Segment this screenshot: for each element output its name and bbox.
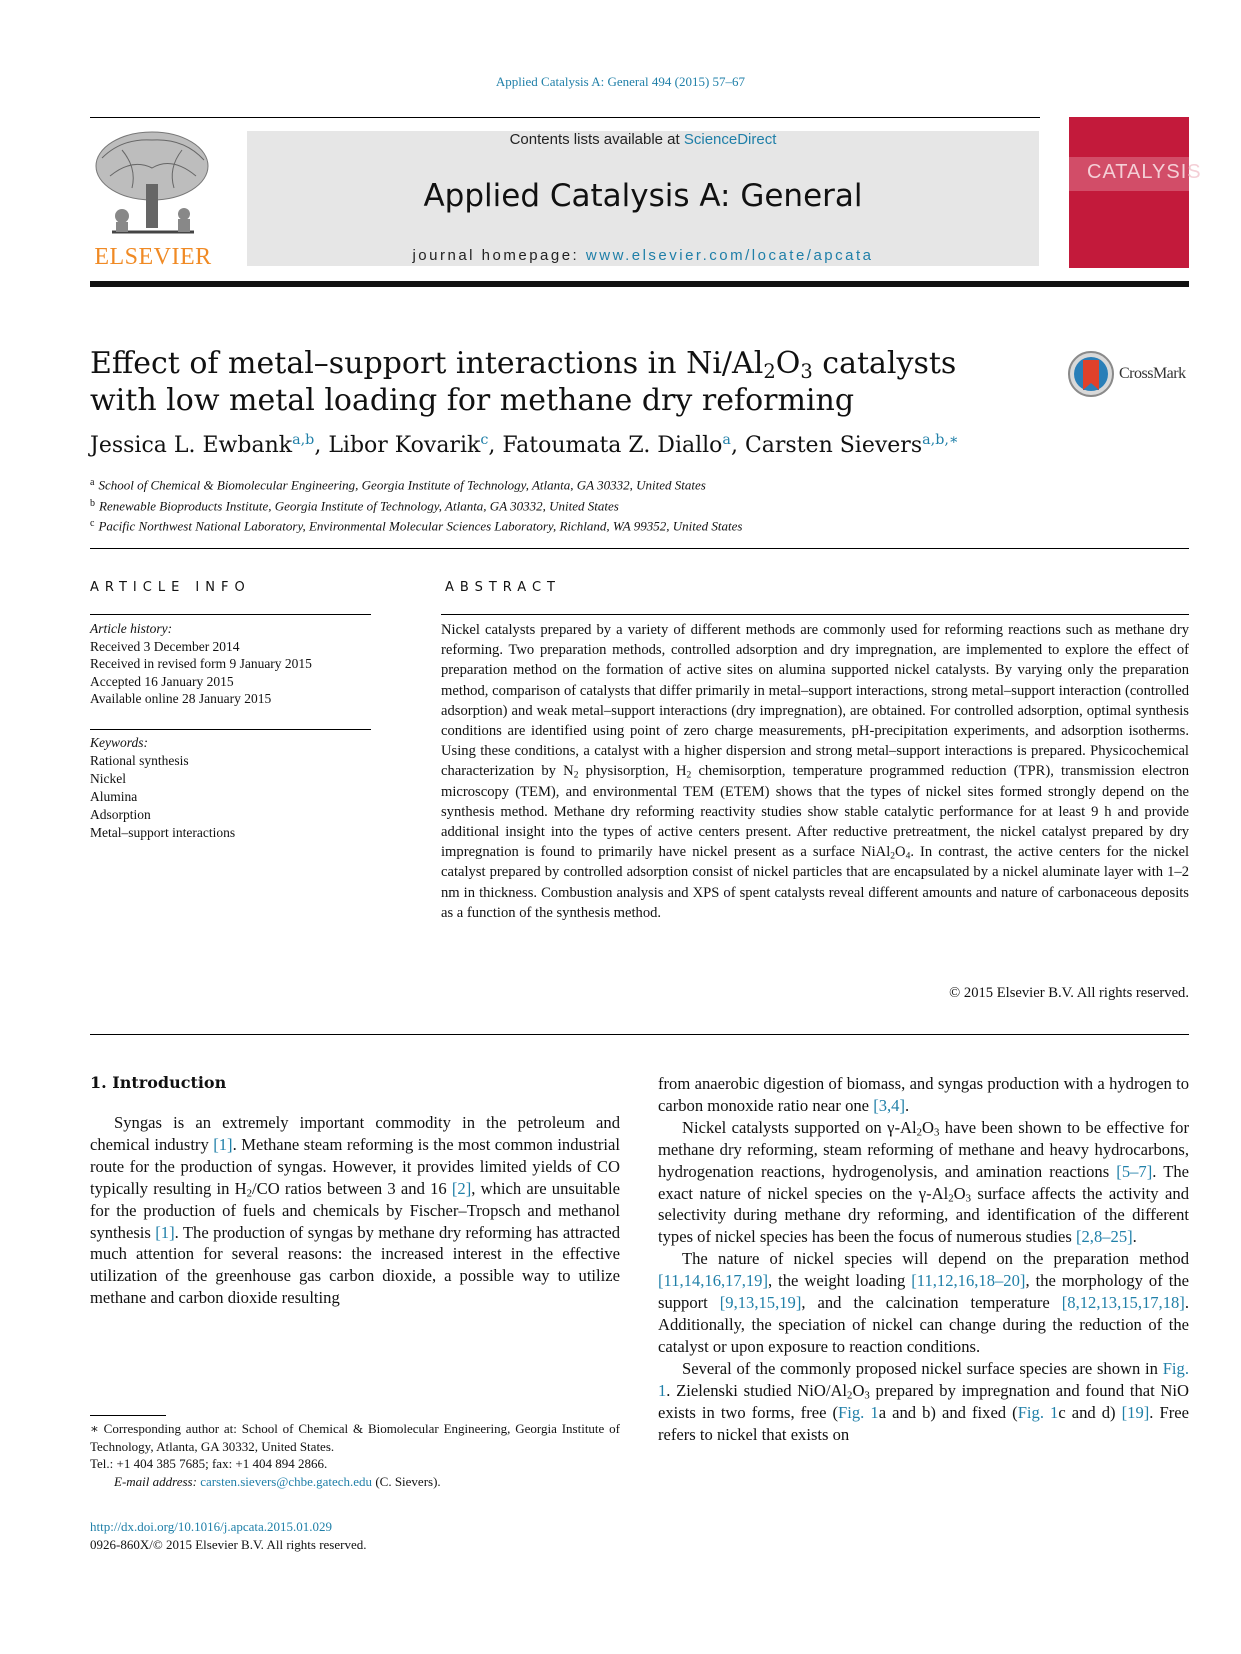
abstract-rule [441, 614, 1189, 615]
title-sub-1: 2 [763, 359, 776, 383]
author-name[interactable]: Jessica L. Ewbank [90, 433, 293, 458]
text-seg: , the morphology of the support [658, 1271, 1189, 1313]
author-list [90, 433, 1090, 458]
text-seg: . The production of syngas by methane dry reforming has attracted much attention for several reasons: the increased interest in the effective utilization of the greenhouse gas carbon dioxide, a possible way to utilize methane and carbon dioxide resulting [90, 1222, 620, 1308]
text-sub: 3 [965, 1192, 971, 1205]
intro-paragraph [658, 1358, 1189, 1446]
author-name[interactable]: Libor Kovarik [328, 433, 481, 458]
email-suffix: (C. Sievers). [372, 1473, 441, 1489]
issn-line: 0926-860X/© 2015 Elsevier B.V. All rights reserved. [90, 1536, 367, 1552]
header-thick-rule [90, 281, 1189, 287]
abstract-seg: physisorption, H [578, 763, 687, 780]
reference-link[interactable]: [1] [155, 1222, 175, 1242]
crossmark-badge[interactable] [1067, 350, 1192, 400]
intro-paragraph [90, 1112, 620, 1309]
text-seg: /CO ratios between 3 and 16 [252, 1178, 452, 1198]
affiliation-mark: b [90, 497, 95, 509]
header-rule [90, 117, 1040, 118]
author-separator: , [488, 433, 503, 458]
section-heading-introduction: 1. Introduction [90, 1073, 227, 1092]
reference-link[interactable]: [1] [213, 1134, 233, 1154]
text-seg: . Methane steam reforming is the most common industrial route for the production of syngas. However, it provides limited yields of CO typically resulting in H [90, 1134, 621, 1198]
author-separator: , [314, 433, 329, 458]
reference-link[interactable]: [11,14,16,17,19] [658, 1271, 768, 1291]
footnote-email-line [90, 1473, 620, 1491]
abstract-bottom-rule [90, 1034, 1189, 1035]
reference-link[interactable]: [2] [451, 1178, 472, 1198]
elsevier-wordmark: ELSEVIER [94, 244, 212, 270]
text-seg: , which are unsuitable for the production of fuels and chemicals by Fischer–Tropsch and methanol synthesis [90, 1178, 620, 1242]
contents-prefix: Contents lists available at [509, 131, 684, 148]
affiliation-text: Renewable Bioproducts Institute, Georgia Institute of Technology, Atlanta, GA 30332, United States [99, 498, 619, 513]
text-seg: O [953, 1183, 966, 1203]
text-seg: prepared by impregnation and found that NiO exists in two forms, free ( [658, 1380, 1190, 1422]
abstract-seg: . In contrast, the active centers for the nickel catalyst prepared by controlled adsorption consist of nickel particles that are encapsulated by a nickel aluminate layer with 1–2 nm in thickness. Combustion analysis and XPS of spent catalysts reveal different amounts and nature of carbonaceous deposits as a function of the synthesis method. [441, 844, 1189, 921]
affiliation-mark: c [90, 518, 95, 529]
article-info-heading: ARTICLE INFO [90, 580, 251, 595]
sciencedirect-link[interactable]: ScienceDirect [683, 131, 777, 148]
body-column-right [658, 1073, 1189, 1445]
title-text-2: O [775, 346, 801, 381]
keyword-item: Nickel [90, 771, 126, 786]
figure-link[interactable]: Fig. 1 [838, 1402, 879, 1422]
text-seg: a and b) and fixed ( [878, 1402, 1018, 1422]
keyword-item: Metal–support interactions [90, 825, 236, 840]
text-seg: Several of the commonly proposed nickel surface species are shown in [682, 1358, 1163, 1378]
abstract-seg: O [895, 844, 906, 861]
affiliation-rule [90, 548, 1189, 549]
affiliation-item [90, 474, 1090, 495]
reference-link[interactable]: [5–7] [1116, 1161, 1153, 1181]
crossmark-label: CrossMark [1119, 365, 1186, 382]
author-affiliation-mark[interactable]: c [480, 432, 489, 449]
keyword-item: Alumina [90, 789, 138, 804]
intro-paragraph [658, 1117, 1189, 1248]
journal-citation[interactable]: Applied Catalysis A: General 494 (2015) 57–67 [495, 74, 746, 89]
text-sub: 3 [933, 1126, 940, 1139]
footnote-line: ∗ Corresponding author at: School of Chemical & Biomolecular Engineering, Georgia Institute of Technology, Atlanta, GA 30332, United States. [90, 1421, 620, 1454]
text-seg: , and the calcination temperature [801, 1293, 1062, 1313]
author-affiliation-mark[interactable]: a [722, 432, 731, 449]
author-affiliation-mark[interactable]: a,b [292, 432, 315, 449]
keywords-rule [90, 729, 371, 730]
affiliation-text: Pacific Northwest National Laboratory, Environmental Molecular Sciences Laboratory, Richland, WA 99352, United States [98, 518, 743, 534]
article-title [90, 345, 1010, 419]
abstract-sub: 2 [573, 770, 579, 781]
reference-link[interactable]: [2,8–25] [1075, 1227, 1133, 1247]
text-seg: O [852, 1380, 865, 1400]
abstract-heading: ABSTRACT [445, 580, 561, 595]
text-seg: The nature of nickel species will depend on the preparation method [682, 1249, 1189, 1269]
cover-title: CATALYSIS [1087, 161, 1202, 183]
homepage-prefix: journal homepage: [412, 247, 586, 264]
history-item: Received 3 December 2014 [90, 638, 240, 654]
reference-link[interactable]: [11,12,16,18–20] [911, 1271, 1026, 1291]
journal-header-box [247, 131, 1039, 266]
text-seg: . Additionally, the speciation of nickel can change during the reduction of the catalyst or upon exposure to reaction conditions. [658, 1293, 1189, 1356]
text-seg: . Zielenski studied NiO/Al [666, 1380, 848, 1400]
reference-link[interactable]: [3,4] [873, 1095, 905, 1115]
text-seg: O [921, 1117, 934, 1137]
doi-block [90, 1518, 620, 1553]
reference-link[interactable]: [19] [1121, 1402, 1150, 1422]
footnote-line: Tel.: +1 404 385 7685; fax: +1 404 894 2866. [90, 1456, 328, 1471]
intro-paragraph [658, 1073, 1189, 1117]
title-text-3: catalysts with low metal loading for methane dry reforming [90, 346, 957, 418]
text-seg: Nickel catalysts supported on γ-Al [682, 1117, 917, 1137]
journal-title: Applied Catalysis A: General [423, 178, 863, 214]
abstract-sub: 4 [905, 851, 911, 862]
text-seg: . [1132, 1227, 1137, 1247]
elsevier-tree-icon [92, 128, 214, 240]
abstract-sub: 2 [890, 851, 896, 862]
doi-link[interactable]: http://dx.doi.org/10.1016/j.apcata.2015.01.029 [90, 1519, 333, 1534]
journal-cover-image[interactable] [1069, 117, 1202, 268]
text-sub: 3 [864, 1389, 870, 1402]
history-item: Available online 28 January 2015 [90, 691, 272, 706]
abstract-seg: chemisorption, temperature programmed reduction (TPR), transmission electron microscopy (TEM), and environmental TEM (ETEM) shows that the types of nickel sites formed strongly depend on the synthesis method. Methane dry reforming reactivity studies show stable catalytic performance for at least 9 h and provide additional insight into the types of active centers present. After reductive pretreatment, the nickel catalyst prepared by dry impregnation is found to primarily have nickel present as a surface NiAl [441, 763, 1190, 861]
text-sub: 2 [847, 1389, 853, 1402]
text-seg: . [904, 1095, 910, 1115]
affiliation-item [90, 495, 1090, 516]
reference-link[interactable]: [9,13,15,19] [719, 1293, 802, 1313]
abstract-sub: 2 [686, 770, 692, 781]
text-seg: , the weight loading [768, 1271, 912, 1291]
author-name[interactable]: Carsten Sievers [744, 433, 923, 458]
author-separator: , [730, 433, 745, 458]
email-label: E-mail address: [114, 1473, 201, 1489]
text-seg: Syngas is an extremely important commodity in the petroleum and chemical industry [90, 1113, 620, 1154]
corresponding-author-footnote [90, 1420, 620, 1490]
abstract-seg: Nickel catalysts prepared by a variety of different methods are commonly used for reforming reactions such as methane dry reforming. Two preparation methods, controlled adsorption and dry impregnation, are implemented to explore the effect of preparation method on the formation of active sites on alumina supported nickel catalysts. By varying only the preparation method, comparison of catalysts that differ primarily in metal–support interactions, strong metal–support interaction (controlled adsorption) and weak metal–support interactions (dry impregnation), are obtained. For controlled adsorption, optimal synthesis conditions are identified using point of zero charge measurements, pH-precipitation experiments, and adsorption isotherms. Using these conditions, a catalyst with a higher dispersion and strong metal–support interactions is prepared. Physicochemical characterization by N [441, 622, 1189, 780]
affiliation-text: School of Chemical & Biomolecular Engineering, Georgia Institute of Technology, Atlanta, GA 30332, United States [98, 477, 706, 493]
history-label: Article history: [90, 621, 173, 636]
abstract-copyright: © 2015 Elsevier B.V. All rights reserved. [949, 985, 1189, 1001]
text-seg: c and d) [1058, 1402, 1122, 1422]
title-text-1: Effect of metal–support interactions in Ni/Al [90, 346, 764, 381]
body-column-left [90, 1112, 620, 1309]
author-name[interactable]: Fatoumata Z. Diallo [502, 433, 723, 458]
history-item: Accepted 16 January 2015 [90, 673, 234, 689]
author-affiliation-mark[interactable]: a,b,∗ [922, 432, 959, 449]
email-link[interactable]: carsten.sievers@chbe.gatech.edu [200, 1473, 373, 1489]
crossmark-icon [1067, 350, 1115, 398]
article-history [90, 620, 380, 708]
keyword-item: Adsorption [90, 807, 151, 822]
text-seg: from anaerobic digestion of biomass, and syngas production with a hydrogen to carbon monoxide ratio near one [658, 1074, 1189, 1115]
title-sub-2: 3 [800, 359, 813, 383]
elsevier-logo[interactable] [88, 128, 218, 270]
text-seg: . The exact nature of nickel species on the γ-Al [658, 1161, 1190, 1203]
intro-paragraph [658, 1248, 1189, 1358]
keyword-list [90, 734, 380, 842]
text-sub: 2 [916, 1126, 922, 1139]
abstract-text [441, 620, 1189, 923]
text-seg: surface affects the activity and selectivity during methane dry reforming, and identification of the different types of nickel species has been the focus of numerous studies [658, 1183, 1189, 1247]
footnote-rule [90, 1415, 166, 1416]
text-sub: 2 [948, 1192, 954, 1205]
figure-link[interactable]: Fig. 1 [658, 1358, 1189, 1400]
affiliation-list [90, 474, 1090, 536]
affiliation-item [90, 515, 1090, 536]
text-sub: 2 [246, 1187, 253, 1200]
history-item: Received in revised form 9 January 2015 [90, 656, 312, 671]
affiliation-mark: a [90, 477, 95, 488]
figure-link[interactable]: Fig. 1 [1017, 1402, 1059, 1422]
text-seg: . Free refers to nickel that exists on [658, 1402, 1189, 1444]
keyword-item: Rational synthesis [90, 753, 189, 768]
contents-line [247, 131, 1039, 148]
homepage-link[interactable]: www.elsevier.com/locate/apcata [585, 247, 874, 264]
homepage-line [247, 247, 1039, 264]
keywords-label: Keywords: [90, 735, 148, 750]
text-seg: have been shown to be effective for methane dry reforming, steam reforming of methane and heavy hydrocarbons, hydrogenation reactions, hydrogenolysis, and amination reactions [658, 1117, 1190, 1181]
reference-link[interactable]: [8,12,13,15,17,18] [1061, 1293, 1185, 1313]
article-info-rule [90, 614, 371, 615]
